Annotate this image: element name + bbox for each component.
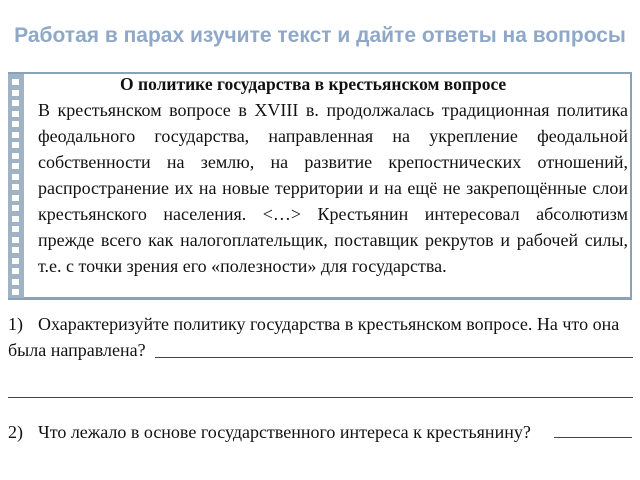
margin-square	[12, 132, 19, 138]
margin-square	[12, 247, 19, 253]
margin-square	[12, 205, 19, 211]
question-1-text: Охарактеризуйте политику государства в крестьянском вопросе. На что она	[38, 314, 620, 334]
answer-line-2	[554, 437, 632, 438]
source-passage: В крестьянском вопросе в XVIII в. продолжалась традиционная политика феодального государства, направленная на укрепление феодальной собственности на землю, на развитие крепостнических отношений, распространение их на новые территории и на ещё не закрепощённые слои крестьянского населения. <…> Крестьянин интересовал абсолютизм прежде всего как налогоплательщик, поставщик рекрутов и рабочей силы, т.е. с точки зрения его «полезности» для государства.	[38, 100, 628, 276]
margin-square	[12, 258, 19, 264]
margin-square	[12, 111, 19, 117]
margin-square	[12, 90, 19, 96]
answer-line-1a	[155, 357, 633, 358]
margin-strip	[8, 74, 24, 298]
question-2-text: Что лежало в основе государственного интереса к крестьянину?	[38, 422, 531, 442]
margin-square	[12, 184, 19, 190]
slide-title: Работая в парах изучите текст и дайте ответы на вопросы	[14, 24, 626, 47]
margin-square	[12, 142, 19, 148]
scan-title: О политике государства в крестьянском вопросе	[120, 74, 507, 94]
question-2-number: 2)	[8, 422, 23, 442]
margin-square	[12, 163, 19, 169]
margin-square	[12, 174, 19, 180]
margin-square	[12, 153, 19, 159]
margin-square	[12, 195, 19, 201]
margin-square	[12, 237, 19, 243]
margin-square	[12, 216, 19, 222]
margin-square	[12, 100, 19, 106]
answer-line-1b	[8, 397, 633, 398]
margin-square	[12, 289, 19, 295]
question-1-text-cont: была направлена?	[8, 340, 146, 360]
question-1-number: 1)	[8, 314, 23, 334]
margin-square	[12, 79, 19, 85]
margin-square	[12, 268, 19, 274]
margin-square	[12, 279, 19, 285]
margin-square	[12, 121, 19, 127]
margin-square	[12, 226, 19, 232]
